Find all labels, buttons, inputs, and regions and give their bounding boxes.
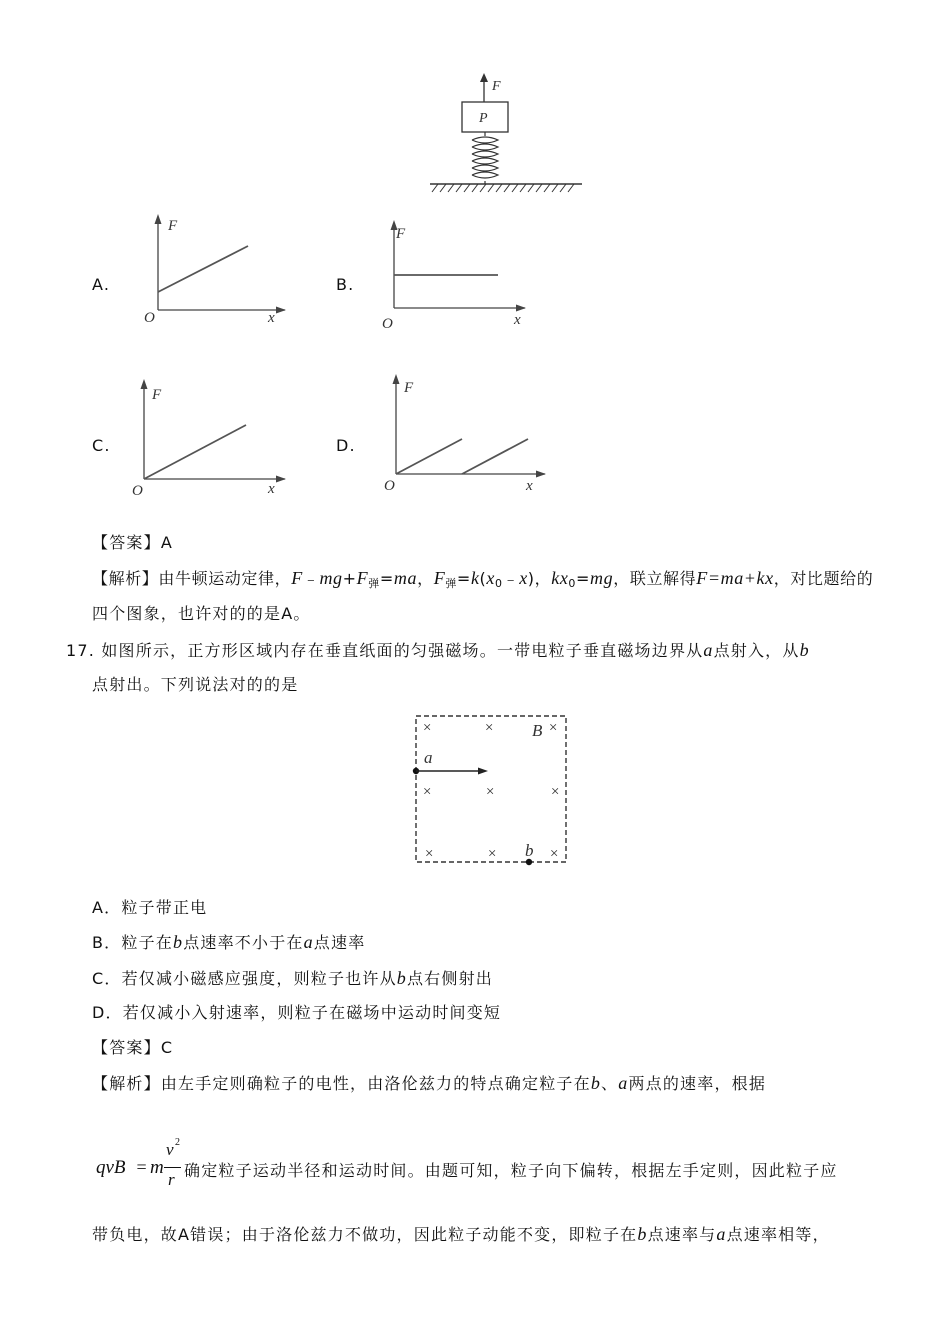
question-number: 17. (66, 641, 96, 660)
text: ﹣ (302, 569, 320, 588)
q17-answer (92, 1036, 173, 1060)
graph-a-origin: O (144, 310, 155, 326)
text: ( (479, 569, 487, 588)
math-var: a (716, 1224, 727, 1244)
magnetic-field-figure (400, 706, 580, 876)
text: = (576, 569, 591, 588)
graph-b (380, 220, 530, 332)
velocity-arrowhead (478, 768, 488, 775)
graph-c (128, 375, 290, 500)
math-var: k (470, 568, 480, 588)
graph-a-line (158, 246, 248, 292)
text: 点射入，从 (713, 641, 800, 660)
text: = (456, 569, 471, 588)
point-a-label: a (424, 748, 433, 767)
graph-d-y-label: F (404, 380, 414, 396)
cross-mark: × (422, 784, 433, 800)
answer-value: A (160, 533, 173, 552)
text: B．粒子在 (92, 933, 173, 952)
force-arrowhead (480, 73, 488, 82)
q17-option-b (92, 930, 365, 955)
answer-label: 【答案】 (92, 533, 161, 552)
text: ， (417, 569, 434, 588)
graph-c-x-label: x (268, 481, 275, 497)
text: + (342, 569, 357, 588)
graph-d (380, 372, 550, 497)
field-label: B (532, 721, 543, 740)
math-var: ma (393, 568, 418, 588)
text: ，联立解得 (613, 569, 697, 588)
math-var: F (433, 568, 446, 588)
graph-d-line-1 (396, 439, 462, 474)
text: 点右侧射出 (406, 969, 493, 988)
math-var: mg (319, 568, 343, 588)
text: 两点的速率，根据 (628, 1074, 767, 1093)
cross-mark: × (487, 846, 498, 862)
math-sub: 0 (568, 577, 577, 590)
lorentz-formula (96, 1138, 186, 1196)
q17-option-c (92, 966, 493, 991)
ground-hatch (432, 184, 574, 192)
math-var: a (618, 1073, 629, 1093)
text: 、 (601, 1074, 619, 1093)
q17-option-a: A．粒子带正电 (92, 898, 208, 917)
q16-analysis-line1 (92, 566, 873, 596)
cross-mark: × (485, 784, 496, 800)
math-var: x (486, 568, 495, 588)
cross-mark: × (484, 720, 495, 736)
text: 点速率相等， (726, 1225, 830, 1244)
graph-a (140, 210, 290, 330)
graph-c-y-label: F (152, 387, 162, 403)
math-var: a (303, 932, 314, 952)
math-var: b (396, 968, 407, 988)
cross-mark: × (550, 784, 561, 800)
option-d-letter: D. (336, 436, 356, 455)
text: C．若仅减小磁感应强度，则粒子也许从 (92, 969, 397, 988)
text: 由牛顿运动定律， (158, 569, 292, 588)
cross-mark: × (424, 846, 435, 862)
math-var: a (703, 640, 714, 660)
graph-a-x-label: x (268, 310, 275, 326)
cross-mark: × (422, 720, 433, 736)
text: ﹣ (502, 569, 520, 588)
math-var: F=ma+kx (696, 568, 774, 588)
text: 点速率与 (647, 1225, 717, 1244)
formula-exponent: 2 (175, 1137, 180, 1148)
spring-block-figure (420, 70, 590, 200)
text: )， (527, 569, 552, 588)
math-var: F (356, 568, 369, 588)
q17-analysis-line2: 确定粒子运动半径和运动时间。由题可知，粒子向下偏转，根据左手定则，因此粒子应 (184, 1161, 838, 1180)
analysis-label: 【解析】 (92, 1074, 161, 1093)
graph-d-origin: O (384, 478, 395, 494)
graph-a-y-label: F (168, 218, 178, 234)
formula-m: m (150, 1157, 164, 1178)
math-sub: 0 (494, 577, 503, 590)
math-var: b (637, 1224, 648, 1244)
graph-b-x-label: x (514, 312, 521, 328)
text: 带负电，故A错误；由于洛伦兹力不做功，因此粒子动能不变，即粒子在 (92, 1225, 638, 1244)
point-b-label: b (525, 841, 534, 860)
graph-b-origin: O (382, 316, 393, 332)
option-b-letter: B. (336, 275, 355, 294)
text: 点速率 (313, 933, 366, 952)
q16-analysis-line2: 四个图象，也许对的的是A。 (92, 604, 311, 623)
force-label: F (492, 79, 501, 94)
q17-stem-line1 (66, 638, 810, 663)
cross-mark: × (549, 846, 560, 862)
math-var: b (172, 932, 184, 952)
fraction-bar (164, 1167, 181, 1168)
answer-value: C (160, 1038, 174, 1057)
q17-stem-line2: 点射出。下列说法对的的是 (92, 675, 299, 694)
formula-eq: = (132, 1157, 152, 1177)
graph-d-x-label: x (526, 478, 533, 494)
analysis-label: 【解析】 (92, 569, 159, 588)
math-var: b (799, 640, 810, 660)
q17-analysis-line3 (92, 1222, 830, 1247)
text: ，对比题给的 (773, 569, 874, 588)
math-var: b (590, 1073, 602, 1093)
spring-coil (472, 132, 498, 184)
text: 点速率不小于在 (183, 933, 304, 952)
formula-numerator: v (166, 1140, 174, 1159)
formula-lhs: qvB (96, 1157, 126, 1178)
formula-denominator: r (168, 1170, 175, 1189)
option-c-letter: C. (92, 436, 111, 455)
graph-d-line-2 (462, 439, 528, 474)
q16-answer (92, 531, 173, 555)
block-label: P (479, 111, 488, 126)
cross-mark: × (548, 720, 559, 736)
graph-c-origin: O (132, 483, 143, 499)
text: = (379, 569, 394, 588)
answer-label: 【答案】 (92, 1038, 161, 1057)
text: 由左手定则确粒子的电性，由洛伦兹力的特点确定粒子在 (160, 1074, 591, 1093)
graph-b-y-label: F (396, 226, 406, 242)
option-a-letter: A. (92, 275, 111, 294)
math-var: F (291, 568, 303, 588)
text: 如图所示，正方形区域内存在垂直纸面的匀强磁场。一带电粒子垂直磁场边界从 (101, 641, 704, 660)
math-var: mg (590, 568, 614, 588)
math-var: kx (551, 568, 569, 588)
math-sub: 弹 (368, 577, 380, 590)
math-var: x (519, 568, 528, 588)
q17-option-d: D．若仅减小入射速率，则粒子在磁场中运动时间变短 (92, 1003, 502, 1022)
math-sub: 弹 (445, 577, 457, 590)
q17-analysis-line1 (92, 1071, 766, 1096)
graph-c-line (144, 425, 246, 479)
